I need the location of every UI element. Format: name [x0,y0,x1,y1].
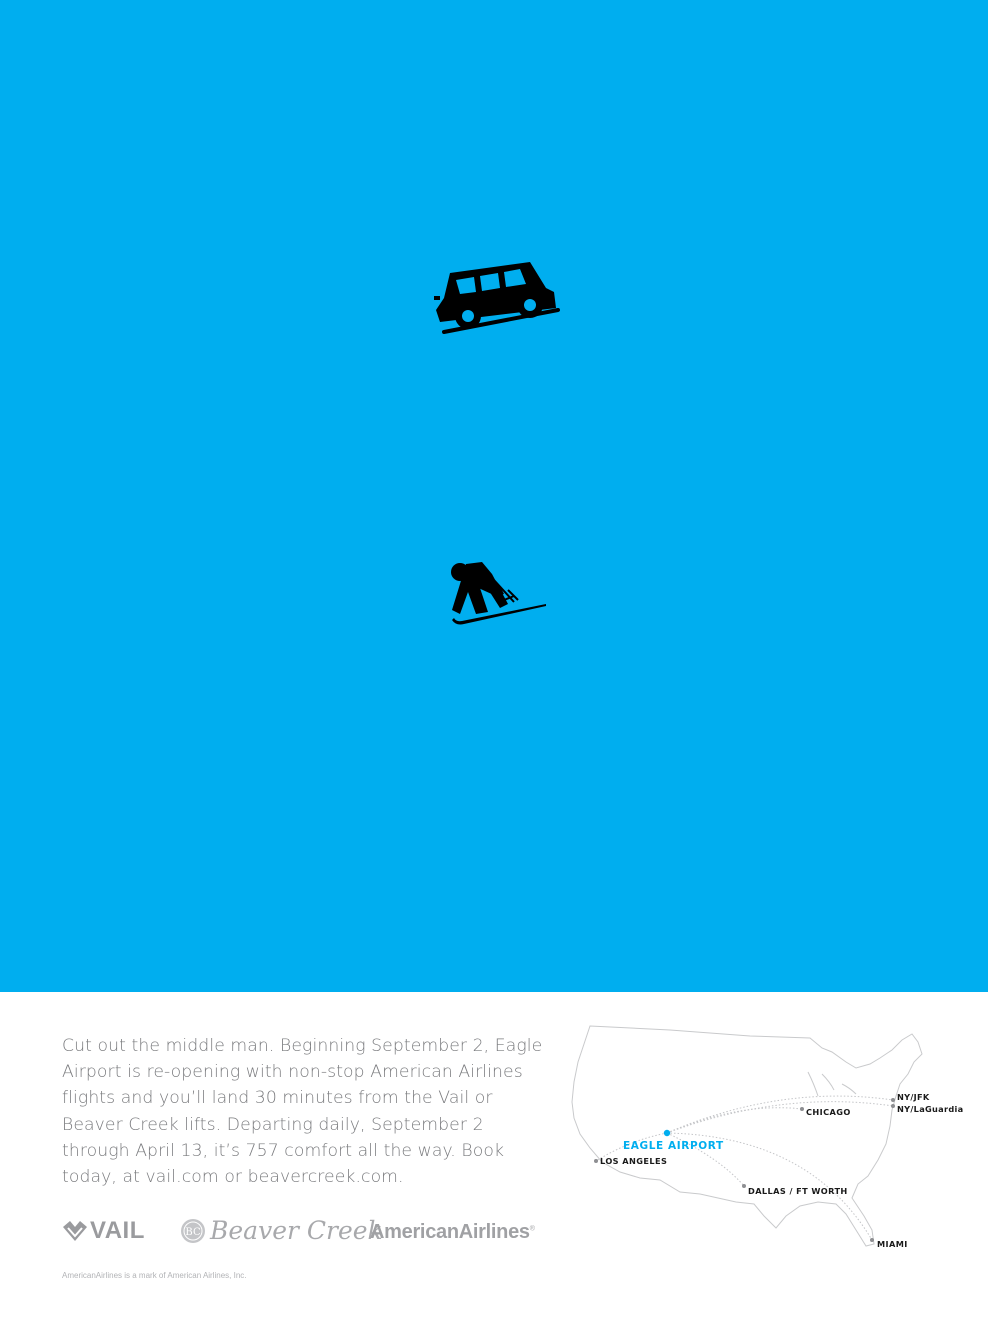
us-map [560,1018,980,1254]
eagle-airport-label: EAGLE AIRPORT [623,1140,724,1152]
city-dallas: DALLAS / FT WORTH [748,1186,848,1196]
registered-mark: ® [529,1225,535,1233]
skier-icon [446,556,550,628]
beaver-creek-seal-icon [180,1218,206,1244]
american-airlines-logo-text: AmericanAirlines [370,1221,530,1243]
vail-logo [62,1217,145,1245]
jeep-icon [430,258,560,334]
beaver-creek-seal-text: BC [185,1226,201,1238]
american-airlines-logo [370,1221,535,1244]
city-ny-jfk: NY/JFK [897,1092,930,1102]
city-los-angeles: LOS ANGELES [600,1156,668,1166]
legal-notice: AmericanAirlines is a mark of American Airlines, Inc. [62,1271,247,1280]
city-miami: MIAMI [877,1239,908,1249]
eagle-airport-dot [664,1130,670,1136]
sponsor-logos [62,1212,542,1252]
body-copy: Cut out the middle man. Beginning September 2, Eagle Airport is re-opening with non-stop American Airlines flights and you’ll land 30 minutes from the Vail or Beaver Creek lifts. Departing daily, September 2 through April 13, it’s 757 comfort all the way. Book today, at vail.com or beavercreek.com. [62,1036,543,1188]
city-ny-laguardia: NY/LaGuardia [897,1104,964,1114]
vail-logo-icon [62,1219,88,1243]
beaver-creek-logo [180,1216,383,1245]
us-outline [572,1026,922,1246]
vail-logo-text: VAIL [90,1217,145,1244]
city-chicago: CHICAGO [806,1107,851,1117]
beaver-creek-logo-text: Beaver Creek [210,1216,383,1245]
